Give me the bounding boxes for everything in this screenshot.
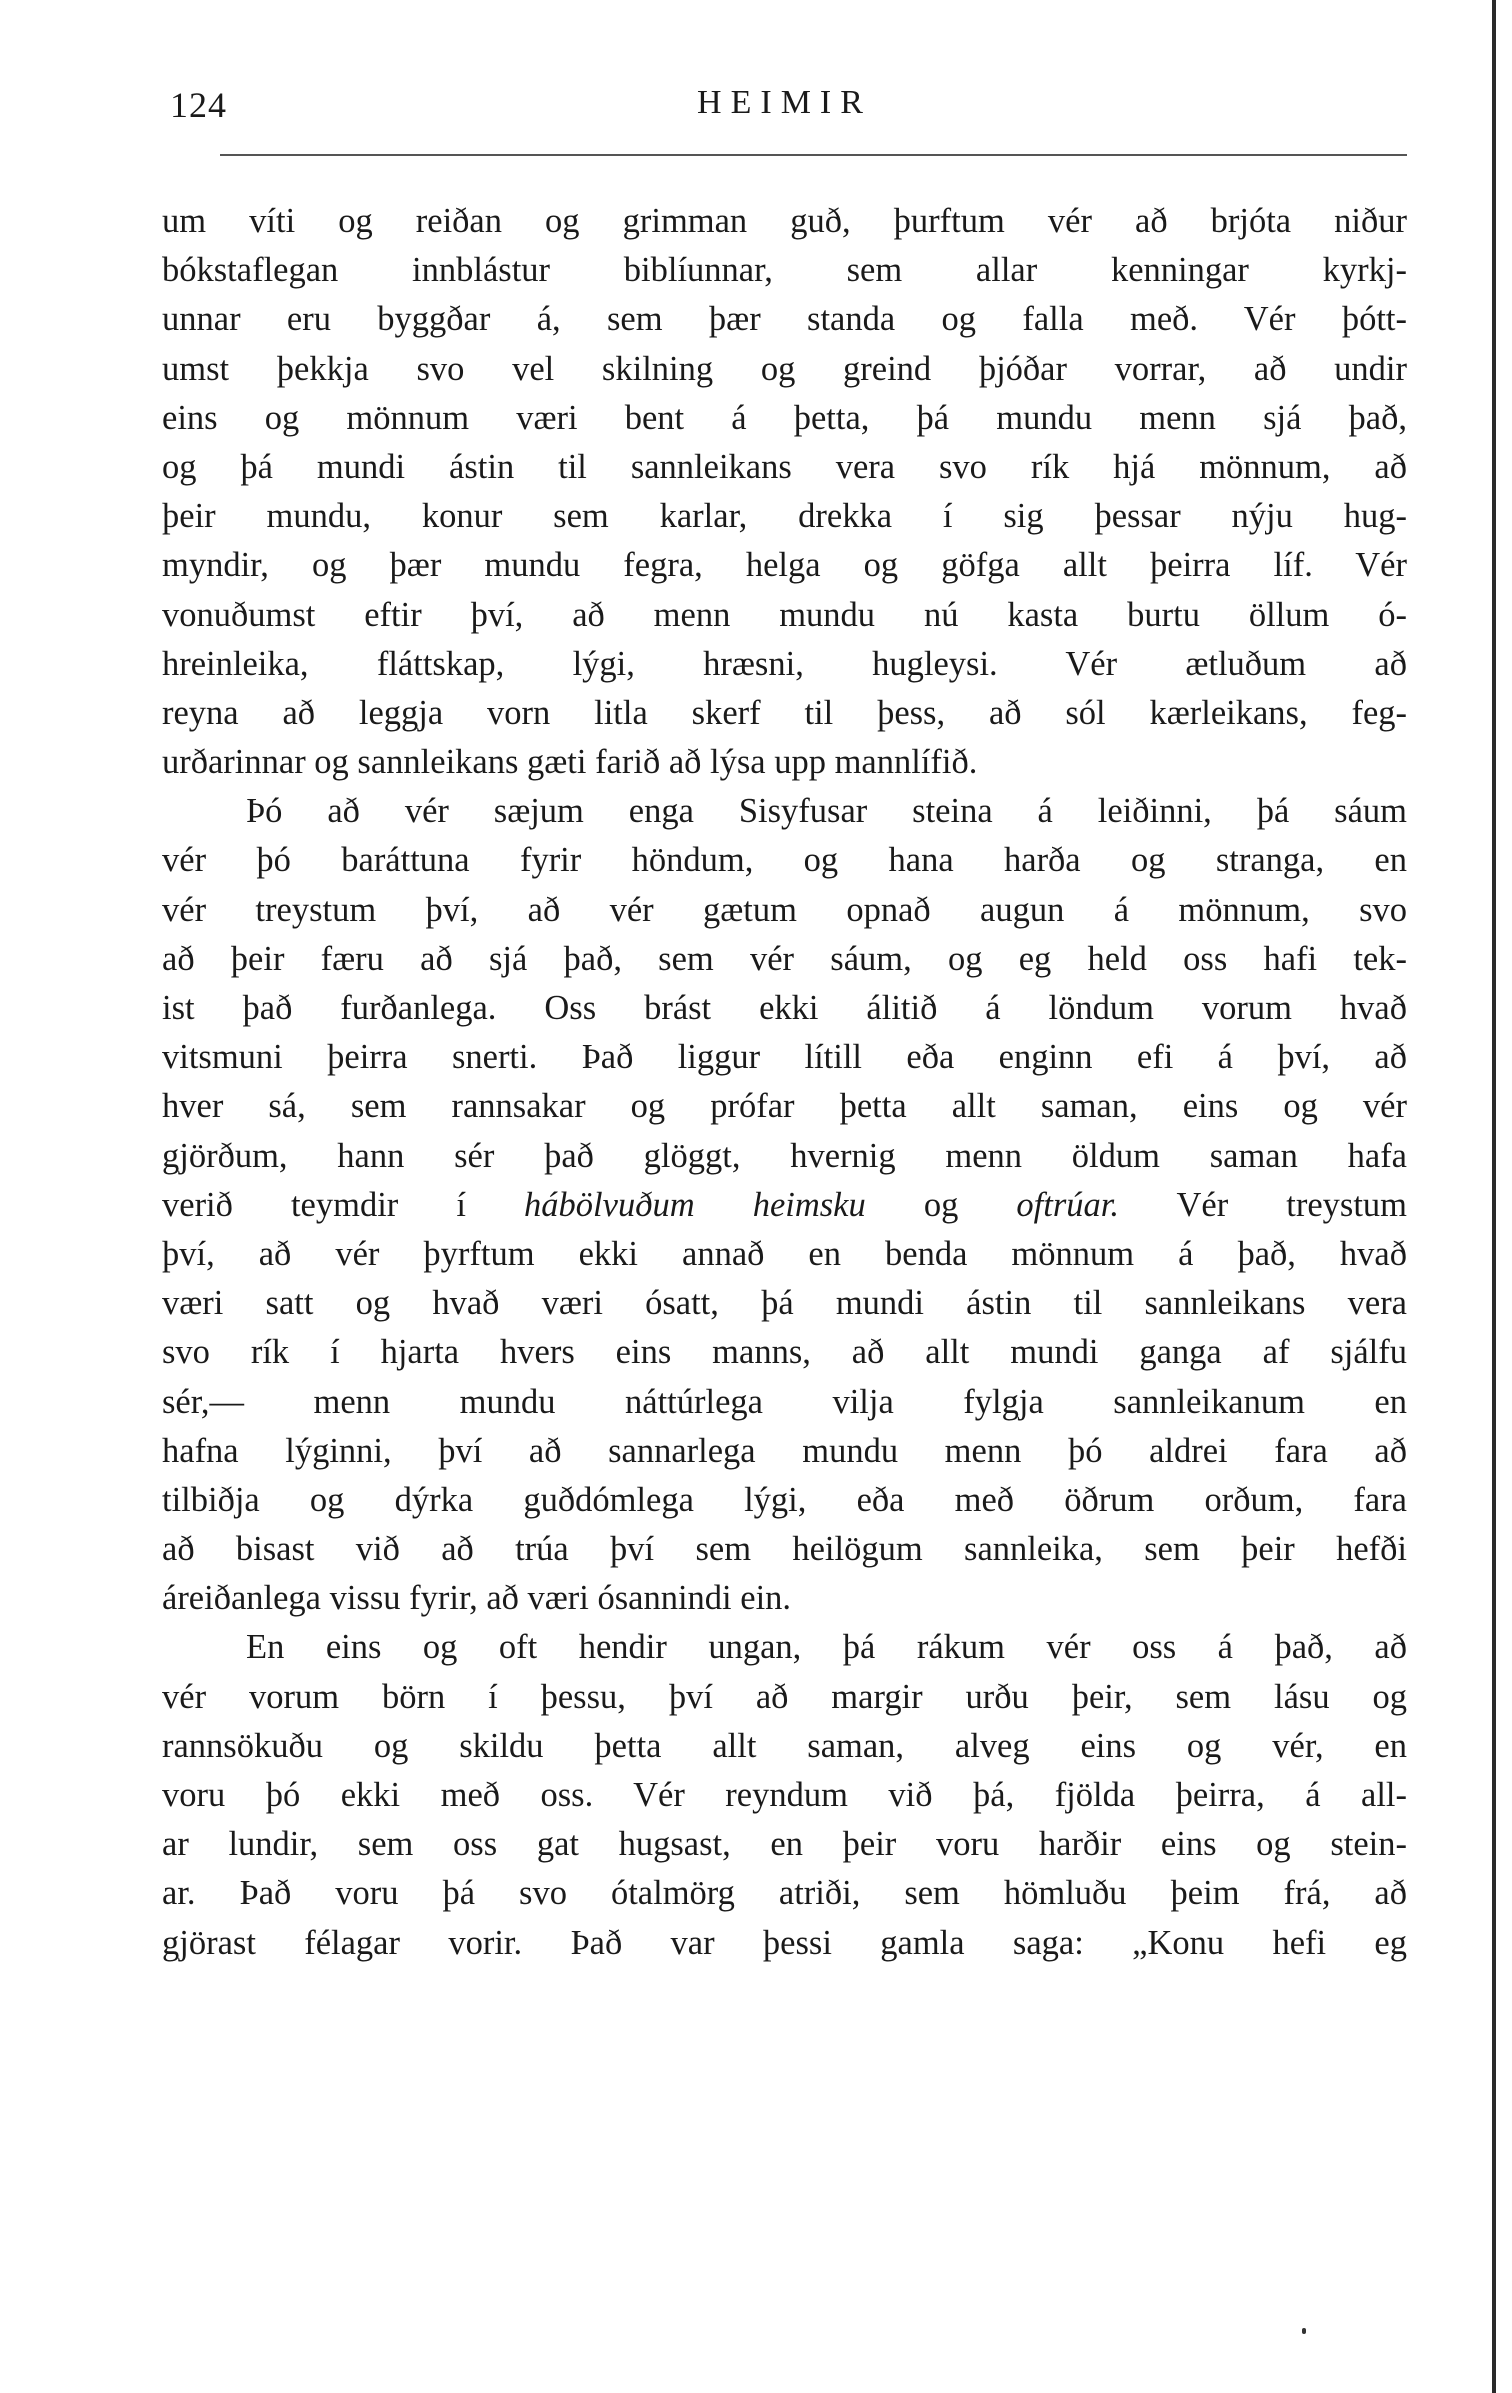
- text-line: áreiðanlega vissu fyrir, að væri ósannindi ein.: [162, 1579, 792, 1618]
- text-line: Þó að vér sæjum enga Sisyfusar steina á leiðinni, þá sáum: [246, 792, 1407, 831]
- text-line: umst þekkja svo vel skilning og greind þjóðar vorrar, að undir: [162, 349, 1407, 388]
- body-text: [162, 197, 1407, 1968]
- text-line: vér þó baráttuna fyrir höndum, og hana harða og stranga, en: [162, 841, 1407, 880]
- text-line: voru þó ekki með oss. Vér reyndum við þá, fjölda þeirra, á all-: [162, 1776, 1407, 1814]
- italic-phrase: oftrúar.: [1016, 1185, 1119, 1224]
- text-line: gjörðum, hann sér það glöggt, hvernig menn öldum saman hafa: [162, 1136, 1407, 1175]
- text-segment: og: [865, 1185, 1017, 1224]
- text-line: að bisast við að trúa því sem heilögum sannleika, sem þeir hefði: [162, 1530, 1407, 1569]
- italic-phrase: hábölvuðum heimsku: [524, 1185, 866, 1224]
- print-speck: [1302, 2328, 1306, 2334]
- text-line: myndir, og þær mundu fegra, helga og göfga allt þeirra líf. Vér: [162, 546, 1407, 585]
- text-line: vitsmuni þeirra snerti. Það liggur lítill eða enginn efi á því, að: [162, 1038, 1407, 1077]
- text-line: reyna að leggja vorn litla skerf til þess, að sól kærleikans, feg-: [162, 693, 1407, 732]
- text-line: hafna lýginni, því að sannarlega mundu menn þó aldrei fara að: [162, 1431, 1407, 1470]
- text-segment: verið teymdir í: [162, 1185, 525, 1224]
- text-line: eins og mönnum væri bent á þetta, þá mundu menn sjá það,: [162, 398, 1407, 437]
- text-line: hreinleika, fláttskap, lýgi, hræsni, hugleysi. Vér ætluðum að: [162, 644, 1407, 683]
- text-line: En eins og oft hendir ungan, þá rákum vér oss á það, að: [246, 1628, 1407, 1667]
- page-number: 124: [170, 85, 227, 125]
- text-line: ar. Það voru þá svo ótalmörg atriði, sem hömluðu þeim frá, að: [162, 1874, 1407, 1913]
- text-line: sér,— menn mundu náttúrlega vilja fylgja sannleikanum en: [162, 1382, 1407, 1421]
- running-title: HEIMIR: [697, 84, 872, 121]
- text-line: vér treystum því, að vér gætum opnað augun á mönnum, svo: [162, 890, 1407, 929]
- page-edge-rule: [1492, 0, 1496, 2393]
- text-line: hver sá, sem rannsakar og prófar þetta allt saman, eins og vér: [162, 1087, 1407, 1126]
- text-line: væri satt og hvað væri ósatt, þá mundi ástin til sannleikans vera: [162, 1284, 1407, 1323]
- text-line: rannsökuðu og skildu þetta allt saman, alveg eins og vér, en: [162, 1726, 1407, 1765]
- text-line: vonuðumst eftir því, að menn mundu nú kasta burtu öllum ó-: [162, 595, 1407, 634]
- text-line: bókstaflegan innblástur biblíunnar, sem allar kenningar kyrkj-: [162, 251, 1407, 290]
- header-rule: [220, 154, 1407, 156]
- text-line: unnar eru byggðar á, sem þær standa og falla með. Vér þótt-: [162, 300, 1407, 339]
- text-line: ist það furðanlega. Oss brást ekki álitið á löndum vorum hvað: [162, 989, 1407, 1027]
- text-line: tilbiðja og dýrka guðdómlega lýgi, eða með öðrum orðum, fara: [162, 1480, 1407, 1519]
- text-line: að þeir færu að sjá það, sem vér sáum, og eg held oss hafi tek-: [162, 939, 1407, 978]
- text-line: svo rík í hjarta hvers eins manns, að allt mundi ganga af sjálfu: [162, 1333, 1407, 1372]
- text-line: um víti og reiðan og grimman guð, þurftum vér að brjóta niður: [162, 202, 1407, 240]
- text-line: ar lundir, sem oss gat hugsast, en þeir voru harðir eins og stein-: [162, 1825, 1407, 1864]
- text-line: þeir mundu, konur sem karlar, drekka í sig þessar nýju hug-: [162, 497, 1407, 536]
- text-line: og þá mundi ástin til sannleikans vera svo rík hjá mönnum, að: [162, 447, 1407, 486]
- text-line: vér vorum börn í þessu, því að margir urðu þeir, sem lásu og: [162, 1677, 1407, 1716]
- text-line: því, að vér þyrftum ekki annað en benda mönnum á það, hvað: [162, 1234, 1407, 1273]
- text-segment: Vér treystum: [1119, 1185, 1407, 1224]
- text-line: urðarinnar og sannleikans gæti farið að lýsa upp mannlífið.: [162, 743, 978, 782]
- text-line: gjörast félagar vorir. Það var þessi gamla saga: „Konu hefi eg: [162, 1923, 1407, 1962]
- page-header: [162, 84, 1407, 144]
- text-line: [162, 1181, 1407, 1230]
